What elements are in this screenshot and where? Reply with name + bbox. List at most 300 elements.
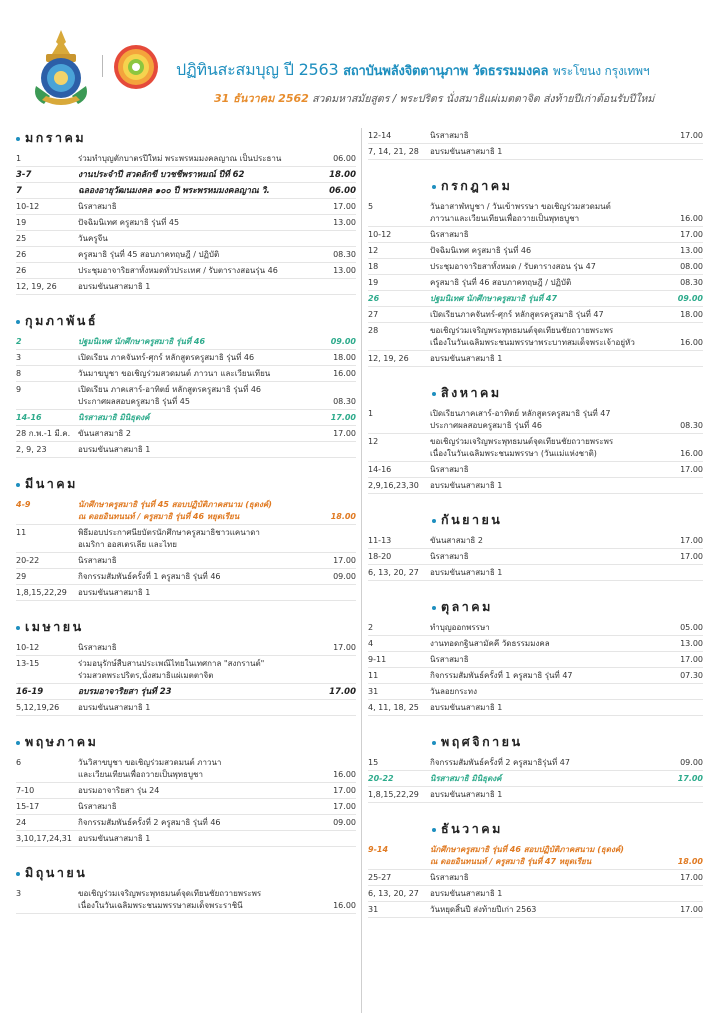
event-title: อบรมอาจาริยสา รุ่นที่ 23 bbox=[78, 687, 172, 697]
event-title: พิธีมอบประกาศนียบัตรนักศึกษาครูสมาธิชาวแคนาดา อเมริกา ออสเตรเลีย และไทย bbox=[78, 528, 260, 549]
event-date: 11 bbox=[368, 671, 379, 680]
event-row bbox=[368, 684, 703, 700]
event-date: 11 bbox=[16, 528, 27, 537]
event-title: ร่วมทำบุญตักบาตรปีใหม่ พระพรหมมงคลญาณ เป็นประธาน bbox=[78, 154, 282, 163]
event-time: 18.00 bbox=[677, 857, 703, 866]
month-section bbox=[368, 597, 703, 716]
event-date: 9-14 bbox=[368, 845, 389, 854]
event-date: 28 bbox=[368, 326, 379, 335]
event-time: 09.00 bbox=[333, 818, 356, 827]
event-title: นิรสาสมาธิ มินิธุดงค์ bbox=[430, 774, 502, 783]
event-date: 9-11 bbox=[368, 655, 387, 664]
event-time: 16.00 bbox=[680, 338, 703, 347]
event-date: 15-17 bbox=[16, 802, 40, 811]
event-title: ปัจฉิมนิเทศ ครูสมาธิ รุ่นที่ 46 bbox=[430, 246, 532, 255]
event-time: 16.00 bbox=[333, 901, 356, 910]
bullet-icon bbox=[16, 741, 20, 745]
event-time: 13.00 bbox=[333, 266, 356, 275]
event-row bbox=[16, 783, 356, 799]
event-title: ปฐมนิเทศ นักศึกษาครูสมาธิ รุ่นที่ 47 bbox=[430, 294, 558, 303]
event-time: 08.30 bbox=[680, 421, 703, 430]
bullet-icon bbox=[432, 606, 436, 610]
event-date: 3,10,17,24,31 bbox=[16, 834, 72, 843]
event-time: 17.00 bbox=[680, 552, 703, 561]
title-year: ปฏิทินสะสมบุญ ปี 2563 bbox=[176, 60, 339, 79]
event-time: 09.00 bbox=[330, 337, 356, 346]
right-column bbox=[368, 128, 703, 934]
event-date: 2,9,16,23,30 bbox=[368, 481, 419, 490]
event-time: 18.00 bbox=[330, 512, 356, 521]
event-time: 18.00 bbox=[680, 310, 703, 319]
logo-separator bbox=[102, 55, 103, 77]
event-title: อบรมขันนสาสมาธิ 1 bbox=[78, 834, 151, 843]
event-row bbox=[368, 533, 703, 549]
event-date: 6, 13, 20, 27 bbox=[368, 568, 419, 577]
event-time: 17.00 bbox=[680, 536, 703, 545]
event-title: นิรสาสมาธิ bbox=[430, 655, 469, 664]
event-title: ขอเชิญร่วมเจริญพระพุทธมนต์จุดเทียนชัยถวายพระพร เนื่องในวันเฉลิมพระชนมพรรษา (วันแม่แห่งชาติ) bbox=[430, 437, 614, 458]
event-time: 13.00 bbox=[680, 639, 703, 648]
event-date: 12 bbox=[368, 246, 379, 255]
event-date: 26 bbox=[16, 250, 27, 259]
event-time: 17.00 bbox=[680, 905, 703, 914]
event-time: 17.00 bbox=[680, 131, 703, 140]
month-name: ตุลาคม bbox=[441, 599, 493, 614]
event-title: กิจกรรมสัมพันธ์ครั้งที่ 2 ครูสมาธิรุ่นที่ 47 bbox=[430, 758, 570, 767]
event-date: 16-19 bbox=[16, 687, 44, 697]
event-time: 17.00 bbox=[333, 556, 356, 565]
event-row bbox=[16, 410, 356, 426]
temple-logo-icon bbox=[112, 43, 160, 91]
event-date: 1 bbox=[16, 154, 22, 163]
event-date: 6 bbox=[16, 758, 22, 767]
event-title: ร่วมอนุรักษ์สืบสานประเพณีไทยในเทศกาล "สงกรานต์" ร่วมสวดพระปริตร,นั่งสมาธิแผ่เมตตาจิต bbox=[78, 659, 265, 680]
event-date: 4 bbox=[368, 639, 374, 648]
event-row bbox=[16, 279, 356, 295]
event-date: 31 bbox=[368, 905, 379, 914]
event-title: นิรสาสมาธิ bbox=[430, 552, 469, 561]
event-date: 2 bbox=[368, 623, 374, 632]
event-title: นิรสาสมาธิ bbox=[78, 556, 117, 565]
event-row bbox=[16, 215, 356, 231]
event-row bbox=[368, 636, 703, 652]
event-row bbox=[16, 263, 356, 279]
event-title: ขอเชิญร่วมเจริญพระพุทธมนต์จุดเทียนชัยถวายพระพร เนื่องในวันเฉลิมพระชนมพรรษาพระบาทสมเด็จพระเจ้าอยู่หัว bbox=[430, 326, 635, 347]
bullet-icon bbox=[16, 626, 20, 630]
month-name: พฤษภาคม bbox=[25, 734, 99, 749]
month-name: กุมภาพันธ์ bbox=[25, 313, 98, 328]
institute-emblem-icon bbox=[30, 28, 92, 108]
event-date: 7-10 bbox=[16, 786, 35, 795]
bullet-icon bbox=[16, 483, 20, 487]
month-section bbox=[16, 617, 356, 716]
event-time: 17.00 bbox=[333, 786, 356, 795]
event-title: นิรสาสมาธิ bbox=[78, 202, 117, 211]
page-title bbox=[176, 60, 711, 82]
event-row bbox=[16, 442, 356, 458]
event-row bbox=[368, 275, 703, 291]
event-title: วันมาฆบูชา ขอเชิญร่วมสวดมนต์ ภาวนา และเวียนเทียน bbox=[78, 369, 271, 378]
event-time: 13.00 bbox=[680, 246, 703, 255]
event-title: นักศึกษาครูสมาธิ รุ่นที่ 45 สอบปฏิบัติภาคสนาม (ธุดงค์) ณ ดอยอินทนนท์ / ครูสมาธิ รุ่นที่ 46 หยุดเรียน bbox=[78, 500, 272, 521]
event-date: 2, 9, 23 bbox=[16, 445, 47, 454]
event-date: 19 bbox=[368, 278, 379, 287]
month-heading bbox=[16, 617, 356, 637]
event-title: วันวิสาขบูชา ขอเชิญร่วมสวดมนต์ ภาวนา และเวียนเทียนเพื่อถวายเป็นพุทธบูชา bbox=[78, 758, 222, 779]
event-title: ประชุมอาจาริยสาทั้งหมด / รับตารางสอน รุ่น 47 bbox=[430, 262, 596, 271]
event-title: กิจกรรมสัมพันธ์ครั้งที่ 2 ครูสมาธิ รุ่นที่ 46 bbox=[78, 818, 221, 827]
section-gap bbox=[368, 918, 703, 934]
month-name: พฤศจิกายน bbox=[441, 734, 523, 749]
event-title: วันหยุดสิ้นปี ส่งท้ายปีเก่า 2563 bbox=[430, 905, 537, 914]
event-date: 14-16 bbox=[368, 465, 392, 474]
event-title: วันอาสาฬหบูชา / วันเข้าพรรษา ขอเชิญร่วมสวดมนต์ ภาวนาและเวียนเทียนเพื่อถวายเป็นพุทธบูชา bbox=[430, 202, 611, 223]
section-gap bbox=[368, 160, 703, 176]
event-row bbox=[16, 569, 356, 585]
month-section bbox=[368, 176, 703, 367]
month-section bbox=[16, 474, 356, 601]
event-row bbox=[368, 243, 703, 259]
month-heading bbox=[368, 176, 703, 196]
month-section bbox=[16, 863, 356, 914]
event-row bbox=[16, 350, 356, 366]
event-date: 18 bbox=[368, 262, 379, 271]
event-row bbox=[16, 366, 356, 382]
event-title: ประชุมอาจาริยสาทั้งหมดทั่วประเทศ / รับตารางสอนรุ่น 46 bbox=[78, 266, 278, 275]
bullet-icon bbox=[16, 320, 20, 324]
event-date: 1,8,15,22,29 bbox=[16, 588, 67, 597]
event-date: 5 bbox=[368, 202, 374, 211]
event-time: 16.00 bbox=[680, 449, 703, 458]
bullet-icon bbox=[432, 828, 436, 832]
section-gap bbox=[16, 458, 356, 474]
event-row bbox=[16, 231, 356, 247]
bullet-icon bbox=[432, 741, 436, 745]
event-row bbox=[368, 700, 703, 716]
month-heading bbox=[16, 474, 356, 494]
event-row bbox=[16, 684, 356, 700]
event-time: 16.00 bbox=[333, 369, 356, 378]
event-row bbox=[368, 886, 703, 902]
event-time: 17.00 bbox=[333, 429, 356, 438]
event-title: ครูสมาธิ รุ่นที่ 45 สอบภาคทฤษฎี / ปฏิบัติ bbox=[78, 250, 220, 259]
event-row bbox=[368, 842, 703, 870]
event-row bbox=[368, 771, 703, 787]
event-date: 20-22 bbox=[368, 774, 394, 783]
event-title: งานทอดกฐินสามัคคี วัดธรรมมงคล bbox=[430, 639, 550, 648]
event-date: 3-7 bbox=[16, 170, 32, 180]
event-title: เปิดเรียน ภาคจันทร์-ศุกร์ หลักสูตรครูสมาธิ รุ่นที่ 46 bbox=[78, 353, 255, 362]
event-row bbox=[16, 151, 356, 167]
month-section bbox=[368, 510, 703, 581]
event-row bbox=[16, 755, 356, 783]
event-row bbox=[368, 128, 703, 144]
event-row bbox=[16, 382, 356, 410]
month-heading bbox=[16, 863, 356, 883]
event-date: 24 bbox=[16, 818, 27, 827]
event-row bbox=[368, 755, 703, 771]
bullet-icon bbox=[16, 872, 20, 876]
event-time: 09.00 bbox=[680, 758, 703, 767]
event-date: 4-9 bbox=[16, 500, 31, 509]
event-title: งานประจำปี สวดลักขี บวชชีพราหมณ์ ปีที่ 62 bbox=[78, 170, 245, 180]
event-time: 05.00 bbox=[680, 623, 703, 632]
month-name: กรกฎาคม bbox=[441, 178, 513, 193]
event-time: 17.00 bbox=[333, 643, 356, 652]
month-name: มีนาคม bbox=[25, 476, 78, 491]
event-time: 18.00 bbox=[333, 353, 356, 362]
event-row bbox=[16, 656, 356, 684]
event-row bbox=[368, 478, 703, 494]
event-time: 08.30 bbox=[333, 250, 356, 259]
event-date: 19 bbox=[16, 218, 27, 227]
event-title: ปัจฉิมนิเทศ ครูสมาธิ รุ่นที่ 45 bbox=[78, 218, 180, 227]
event-row bbox=[368, 549, 703, 565]
event-row bbox=[368, 668, 703, 684]
event-row bbox=[368, 620, 703, 636]
event-row bbox=[368, 462, 703, 478]
event-date: 8 bbox=[16, 369, 22, 378]
event-date: 25 bbox=[16, 234, 27, 243]
event-row bbox=[368, 787, 703, 803]
event-title: กิจกรรมสัมพันธ์ครั้งที่ 1 ครูสมาธิ รุ่นที่ 47 bbox=[430, 671, 573, 680]
event-title: อบรมขันนสาสมาธิ 1 bbox=[430, 790, 503, 799]
bullet-icon bbox=[432, 392, 436, 396]
event-date: 10-12 bbox=[16, 202, 40, 211]
event-row bbox=[16, 525, 356, 553]
bullet-icon bbox=[16, 137, 20, 141]
section-gap bbox=[16, 601, 356, 617]
event-time: 17.00 bbox=[330, 413, 356, 422]
title-location: พระโขนง กรุงเทพฯ bbox=[552, 64, 650, 78]
event-time: 13.00 bbox=[333, 218, 356, 227]
month-name: มิถุนายน bbox=[25, 865, 88, 880]
header bbox=[0, 0, 716, 120]
event-date: 14-16 bbox=[16, 413, 42, 422]
event-row bbox=[16, 799, 356, 815]
event-title: วันครูจีน bbox=[78, 234, 108, 243]
event-date: 18-20 bbox=[368, 552, 392, 561]
event-title: อบรมขันนสาสมาธิ 1 bbox=[78, 282, 151, 291]
month-name: เมษายน bbox=[25, 619, 84, 634]
event-row bbox=[16, 700, 356, 716]
event-time: 08.30 bbox=[333, 397, 356, 406]
event-title: อบรมขันนสาสมาธิ 1 bbox=[430, 354, 503, 363]
event-date: 11-13 bbox=[368, 536, 392, 545]
event-date: 10-12 bbox=[16, 643, 40, 652]
event-row bbox=[368, 291, 703, 307]
month-heading bbox=[16, 311, 356, 331]
event-title: นิรสาสมาธิ bbox=[78, 802, 117, 811]
event-date: 4, 11, 18, 25 bbox=[368, 703, 419, 712]
event-title: เปิดเรียน ภาคเสาร์-อาทิตย์ หลักสูตรครูสมาธิ รุ่นที่ 46 ประกาศผลสอบครูสมาธิ รุ่นที่ 45 bbox=[78, 385, 262, 406]
event-date: 28 ก.พ.-1 มี.ค. bbox=[16, 429, 71, 438]
event-title: กิจกรรมสัมพันธ์ครั้งที่ 1 ครูสมาธิ รุ่นที่ 46 bbox=[78, 572, 221, 581]
event-title: นิรสาสมาธิ มินิธุดงค์ bbox=[78, 413, 150, 422]
event-row bbox=[16, 497, 356, 525]
event-row bbox=[16, 815, 356, 831]
page-subtitle bbox=[214, 89, 709, 107]
event-title: นิรสาสมาธิ bbox=[430, 873, 469, 882]
event-title: อบรมขันนสาสมาธิ 1 bbox=[430, 481, 503, 490]
event-date: 29 bbox=[16, 572, 27, 581]
event-row bbox=[368, 227, 703, 243]
event-date: 12-14 bbox=[368, 131, 392, 140]
month-name: กันยายน bbox=[441, 512, 503, 527]
month-section bbox=[368, 732, 703, 803]
event-row bbox=[16, 831, 356, 847]
month-section bbox=[16, 128, 356, 295]
event-title: ครูสมาธิ รุ่นที่ 46 สอบภาคทฤษฎี / ปฏิบัติ bbox=[430, 278, 572, 287]
event-date: 12, 19, 26 bbox=[16, 282, 57, 291]
event-row bbox=[368, 144, 703, 160]
event-date: 25-27 bbox=[368, 873, 392, 882]
event-title: นิรสาสมาธิ bbox=[78, 643, 117, 652]
subtitle-text: สวดมหาสมัยสูตร / พระปริตร นั่งสมาธิแผ่เมตตาจิต ส่งท้ายปีเก่าต้อนรับปีใหม่ bbox=[312, 93, 655, 105]
event-row bbox=[16, 640, 356, 656]
event-time: 09.00 bbox=[333, 572, 356, 581]
event-title: อบรมขันนสาสมาธิ 1 bbox=[430, 568, 503, 577]
event-row bbox=[16, 553, 356, 569]
event-date: 1 bbox=[368, 409, 374, 418]
event-date: 12 bbox=[368, 437, 379, 446]
event-title: เปิดเรียนภาคจันทร์-ศุกร์ หลักสูตรครูสมาธิ รุ่นที่ 47 bbox=[430, 310, 604, 319]
month-heading bbox=[16, 732, 356, 752]
event-row bbox=[16, 247, 356, 263]
month-heading bbox=[368, 819, 703, 839]
event-title: อบรมขันนสาสมาธิ 1 bbox=[430, 889, 503, 898]
event-time: 06.00 bbox=[333, 154, 356, 163]
event-time: 08.00 bbox=[680, 262, 703, 271]
section-gap bbox=[368, 494, 703, 510]
event-title: อบรมขันนสาสมาธิ 1 bbox=[430, 147, 503, 156]
event-row bbox=[368, 902, 703, 918]
event-title: เปิดเรียนภาคเสาร์-อาทิตย์ หลักสูตรครูสมาธิ รุ่นที่ 47 ประกาศผลสอบครูสมาธิ รุ่นที่ 46 bbox=[430, 409, 611, 430]
event-row bbox=[16, 426, 356, 442]
event-row bbox=[368, 323, 703, 351]
event-time: 08.30 bbox=[680, 278, 703, 287]
event-row bbox=[368, 199, 703, 227]
event-date: 9 bbox=[16, 385, 22, 394]
section-gap bbox=[368, 716, 703, 732]
event-date: 31 bbox=[368, 687, 379, 696]
event-date: 20-22 bbox=[16, 556, 40, 565]
event-time: 17.00 bbox=[333, 202, 356, 211]
event-title: ปฐมนิเทศ นักศึกษาครูสมาธิ รุ่นที่ 46 bbox=[78, 337, 206, 346]
event-title: ขอเชิญร่วมเจริญพระพุทธมนต์จุดเทียนชัยถวายพระพร เนื่องในวันเฉลิมพระชนมพรรษาสมเด็จพระราชินี bbox=[78, 889, 262, 910]
event-row bbox=[368, 434, 703, 462]
event-time: 17.00 bbox=[680, 873, 703, 882]
event-row bbox=[368, 307, 703, 323]
event-time: 17.00 bbox=[680, 230, 703, 239]
event-time: 17.00 bbox=[680, 655, 703, 664]
event-title: อบรมขันนสาสมาธิ 1 bbox=[78, 588, 151, 597]
event-time: 07.30 bbox=[680, 671, 703, 680]
month-section bbox=[16, 732, 356, 847]
event-row bbox=[368, 406, 703, 434]
event-date: 3 bbox=[16, 889, 22, 898]
month-section bbox=[16, 311, 356, 458]
section-gap bbox=[16, 295, 356, 311]
event-date: 15 bbox=[368, 758, 379, 767]
event-row bbox=[16, 886, 356, 914]
event-date: 1,8,15,22,29 bbox=[368, 790, 419, 799]
event-row bbox=[16, 167, 356, 183]
month-name: สิงหาคม bbox=[441, 385, 502, 400]
event-date: 3 bbox=[16, 353, 22, 362]
event-title: ทำบุญออกพรรษา bbox=[430, 623, 490, 632]
month-name: มกราคม bbox=[25, 130, 87, 145]
title-institute: สถาบันพลังจิตตานุภาพ วัดธรรมมงคล bbox=[343, 64, 549, 79]
event-time: 17.00 bbox=[333, 802, 356, 811]
event-date: 26 bbox=[16, 266, 27, 275]
event-date: 6, 13, 20, 27 bbox=[368, 889, 419, 898]
event-title: นิรสาสมาธิ bbox=[430, 230, 469, 239]
bullet-icon bbox=[432, 519, 436, 523]
event-row bbox=[368, 870, 703, 886]
event-title: อบรมขันนสาสมาธิ 1 bbox=[78, 703, 151, 712]
month-heading bbox=[368, 383, 703, 403]
event-row bbox=[16, 199, 356, 215]
section-gap bbox=[368, 803, 703, 819]
event-title: นิรสาสมาธิ bbox=[430, 465, 469, 474]
event-title: ขันนสาสมาธิ 2 bbox=[430, 536, 483, 545]
month-heading bbox=[16, 128, 356, 148]
event-row bbox=[368, 351, 703, 367]
event-row bbox=[368, 652, 703, 668]
month-section bbox=[368, 819, 703, 918]
event-title: ขันนสาสมาธิ 2 bbox=[78, 429, 131, 438]
event-time: 17.00 bbox=[677, 774, 703, 783]
section-gap bbox=[16, 716, 356, 732]
section-gap bbox=[368, 581, 703, 597]
event-time: 18.00 bbox=[329, 170, 356, 180]
column-divider bbox=[361, 128, 362, 1013]
month-heading bbox=[368, 597, 703, 617]
month-name: ธันวาคม bbox=[441, 821, 503, 836]
event-time: 16.00 bbox=[333, 770, 356, 779]
event-date: 7 bbox=[16, 186, 22, 196]
event-date: 12, 19, 26 bbox=[368, 354, 409, 363]
event-row bbox=[16, 585, 356, 601]
event-date: 2 bbox=[16, 337, 22, 346]
event-row bbox=[368, 259, 703, 275]
event-title: อบรมอาจาริยสา รุ่น 24 bbox=[78, 786, 160, 795]
event-date: 10-12 bbox=[368, 230, 392, 239]
event-row bbox=[16, 334, 356, 350]
event-date: 13-15 bbox=[16, 659, 40, 668]
month-heading bbox=[368, 510, 703, 530]
event-date: 5,12,19,26 bbox=[16, 703, 60, 712]
section-gap bbox=[368, 367, 703, 383]
event-title: นิรสาสมาธิ bbox=[430, 131, 469, 140]
event-date: 27 bbox=[368, 310, 379, 319]
month-section bbox=[368, 383, 703, 494]
section-gap bbox=[16, 847, 356, 863]
bullet-icon bbox=[432, 185, 436, 189]
event-time: 16.00 bbox=[680, 214, 703, 223]
event-title: ฉลองอายุวัฒนมงคล ๑๐๐ ปี พระพรหมมงคลญาณ วิ. bbox=[78, 186, 270, 196]
subtitle-date: 31 ธันวาคม 2562 bbox=[214, 92, 309, 105]
event-title: วันลอยกระทง bbox=[430, 687, 477, 696]
event-time: 09.00 bbox=[677, 294, 703, 303]
event-title: อบรมขันนสาสมาธิ 1 bbox=[78, 445, 151, 454]
event-time: 06.00 bbox=[329, 186, 356, 196]
event-row bbox=[368, 565, 703, 581]
event-time: 17.00 bbox=[680, 465, 703, 474]
month-heading bbox=[368, 732, 703, 752]
event-time: 17.00 bbox=[329, 687, 356, 697]
